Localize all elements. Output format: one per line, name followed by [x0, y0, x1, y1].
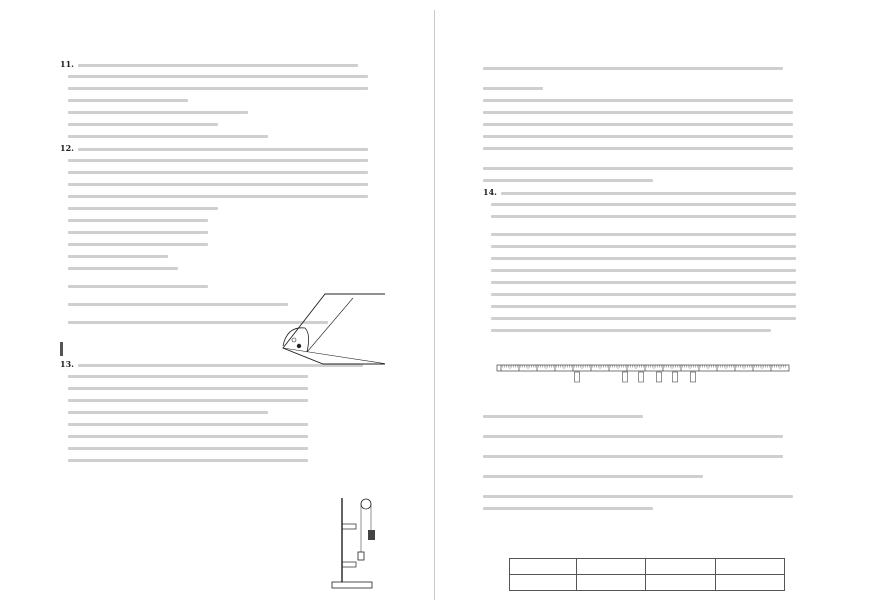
- question-number: 12.: [60, 143, 74, 153]
- incline-block: [283, 294, 385, 364]
- table-row: [510, 575, 785, 591]
- table-cell: [577, 575, 646, 591]
- flash-position-marker: [639, 372, 644, 382]
- flash-position-marker: [673, 372, 678, 382]
- ruler-figure: [493, 355, 793, 403]
- incline-slope: [283, 348, 385, 364]
- left-page: [60, 58, 385, 598]
- restitution-table: [509, 558, 785, 591]
- flash-position-marker: [691, 372, 696, 382]
- mass-b: [368, 530, 375, 540]
- table-cell: [646, 575, 715, 591]
- pulley: [361, 499, 371, 509]
- table-cell: [715, 575, 784, 591]
- table-header-row: [510, 559, 785, 575]
- table-header-cell: [510, 559, 577, 575]
- question-11: [60, 58, 385, 142]
- photogate-1: [342, 562, 356, 567]
- question-14: [483, 186, 810, 336]
- right-page: [483, 62, 810, 602]
- straight-rail: [307, 298, 353, 352]
- flash-position-marker: [657, 372, 662, 382]
- flash-position-marker: [575, 372, 580, 382]
- photogate-apparatus-figure: [330, 490, 385, 598]
- table-header-cell: [577, 559, 646, 575]
- ruler-markers: [575, 372, 696, 382]
- ball-b: [292, 338, 296, 342]
- mass-a: [358, 552, 364, 560]
- ruler-ticks: [501, 365, 785, 371]
- question-number: 11.: [60, 59, 74, 69]
- flash-position-marker: [623, 372, 628, 382]
- question-14-subquestions: [483, 410, 810, 514]
- question-number: 14.: [483, 187, 497, 197]
- incline-track-figure: [275, 286, 385, 376]
- page-fold: [434, 10, 435, 600]
- table-cell: [510, 575, 577, 591]
- iron-stand-base: [332, 582, 372, 588]
- table-header-cell: [646, 559, 715, 575]
- ball-a: [297, 344, 301, 348]
- question-13-continued: [483, 62, 810, 186]
- table-header-cell: [715, 559, 784, 575]
- ruler-bar: [497, 365, 789, 371]
- photogate-2: [342, 524, 356, 529]
- question-number: 13.: [60, 359, 74, 369]
